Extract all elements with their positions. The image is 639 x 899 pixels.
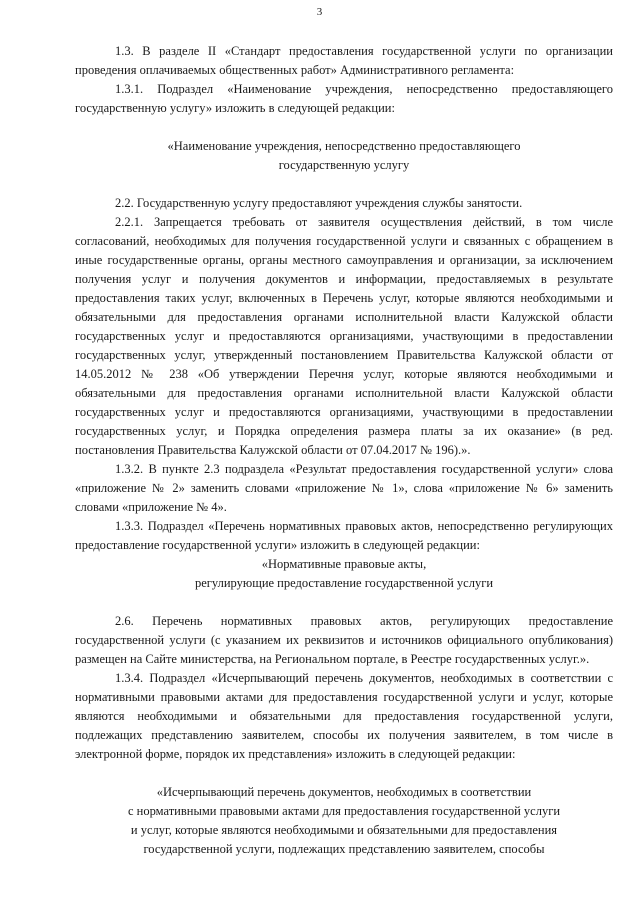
spacer [75, 593, 613, 612]
spacer [75, 175, 613, 194]
heading-line: «Нормативные правовые акты, [261, 557, 427, 571]
paragraph: 1.3.3. Подраздел «Перечень нормативных правовых актов, непосредственно регулирующих предоставление государственной услуги» изложить в следующей редакции: [75, 519, 613, 552]
document-body [75, 42, 613, 859]
centered-heading [75, 783, 613, 859]
spacer [75, 764, 613, 783]
heading-line: с нормативными правовыми актами для предоставления государственной услуги [127, 804, 561, 818]
paragraph: 2.2. Государственную услугу предоставляют учреждения службы занятости. [115, 196, 523, 210]
centered-heading [75, 555, 613, 593]
centered-heading [75, 137, 613, 175]
paragraph: 2.6. Перечень нормативных правовых актов, регулирующих предоставление государственной услуги (с указанием их реквизитов и источников официального опубликования) размещен на Сайте министерства, на Региональном портале, в Реестре государственных услуг.». [75, 614, 613, 666]
paragraph: 1.3.1. Подраздел «Наименование учреждения, непосредственно предоставляющего государственную услугу» изложить в следующей редакции: [75, 82, 613, 115]
paragraph: 1.3. В разделе II «Стандарт предоставления государственной услуги по организации проведения оплачиваемых общественных работ» Административного регламента: [75, 44, 613, 77]
heading-line: «Наименование учреждения, непосредственно предоставляющего [167, 139, 521, 153]
heading-line: регулирующие предоставление государственной услуги [194, 576, 494, 590]
heading-line: государственной услуги, подлежащих представлению заявителем, способы [143, 842, 545, 856]
page-number: 3 [316, 6, 323, 18]
heading-line: и услуг, которые являются необходимыми и обязательными для предоставления [130, 823, 558, 837]
paragraph: 2.2.1. Запрещается требовать от заявителя осуществления действий, в том числе согласований, необходимых для получения государственной услуги и связанных с обращением в иные государственные органы, органы местного самоуправления и организации, за исключением получения услуг и получения документов и информации, предоставляемых в результате предоставления таких услуг, включенных в Перечень услуг, которые являются необходимыми и обязательными для предоставления органами исполнительной власти Калужской области государственных услуг и предоставляются организациями, участвующими в предоставлении государственных услуг, утвержденный постановлением Правительства Калужской области от 14.05.2012 № 238 «Об утверждении Перечня услуг, которые являются необходимыми и обязательными для предоставления органами исполнительной власти Калужской области государственных услуг и предоставляются организациями, участвующими в предоставлении государственных услуг, и Порядка определения размера платы за их оказание» (в ред. постановления Правительства Калужской области от 07.04.2017 № 196).». [75, 215, 613, 457]
paragraph: 1.3.4. Подраздел «Исчерпывающий перечень документов, необходимых в соответствии с нормативными правовыми актами для предоставления государственной услуги и услуг, которые являются необходимыми и обязательными для предоставления государственной услуги, подлежащих представлению заявителем, способы их получения заявителем, в том числе в электронной форме, порядок их представления» изложить в следующей редакции: [75, 671, 613, 761]
spacer [75, 118, 613, 137]
paragraph: 1.3.2. В пункте 2.3 подраздела «Результат предоставления государственной услуги» слова «приложение № 2» заменить словами «приложение № 1», слова «приложение № 6» заменить словами «приложение № 4». [75, 462, 613, 514]
heading-line: «Исчерпывающий перечень документов, необходимых в соответствии [156, 785, 532, 799]
heading-line: государственную услугу [278, 158, 410, 172]
